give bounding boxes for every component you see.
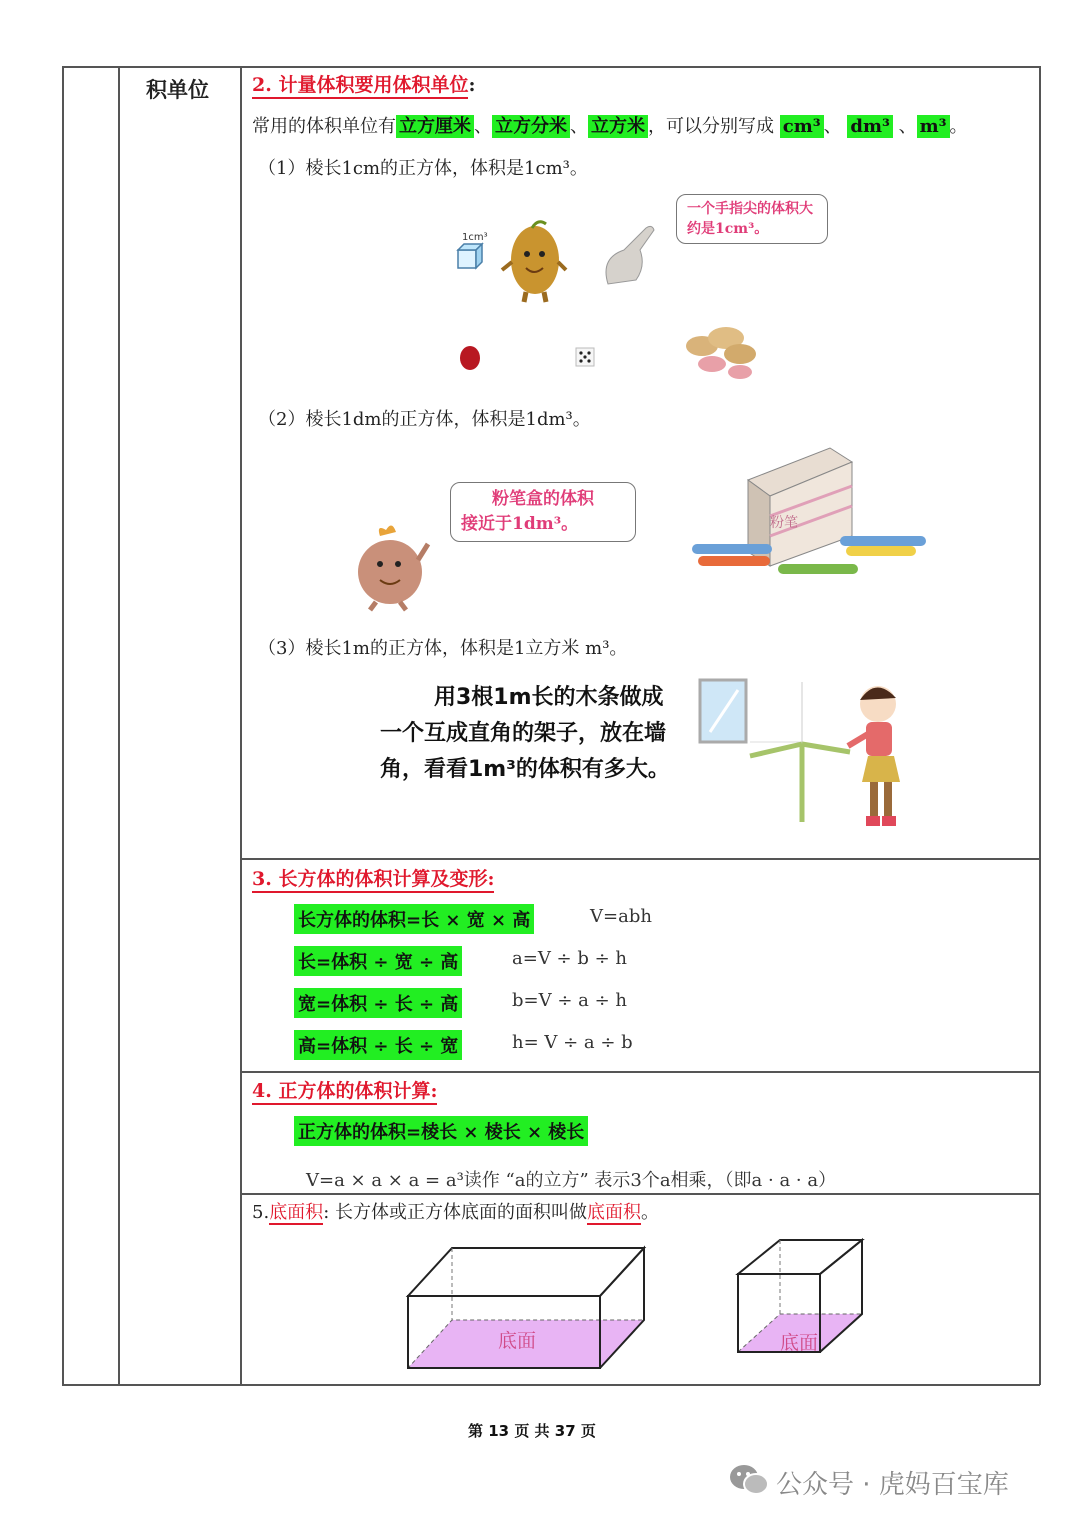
cuboid-diagram (400, 1240, 660, 1380)
cube-label: 1cm³ (462, 232, 488, 243)
chalk-bubble (450, 482, 636, 542)
wood-frame-icon (750, 744, 850, 822)
table-border-left (62, 66, 64, 1385)
section-5-text: : 长方体或正方体底面的面积叫做 (323, 1202, 587, 1223)
section-5-num: 5. (252, 1202, 270, 1223)
fingertip-icon (606, 226, 654, 284)
section-3-title (252, 864, 494, 891)
item-2: （2）棱长1dm的正方体，体积是1dm³。 (258, 409, 591, 430)
item-1: （1）棱长1cm的正方体，体积是1cm³。 (258, 158, 588, 179)
peanuts-icon (686, 327, 756, 379)
abbr-cm3: cm³ (780, 115, 824, 138)
row-divider-2 (240, 1071, 1040, 1073)
small-cube-icon (458, 244, 482, 268)
round-mascot-icon (358, 525, 428, 610)
table-border-top (62, 66, 1040, 68)
section-4-title (252, 1076, 437, 1103)
cube-volume-explanation: V=a × a × a = a³读作 “a的立方” 表示3个a相乘，（即a · a · a） (306, 1170, 837, 1191)
item-3: （3）棱长1m的正方体，体积是1立方米 m³。 (258, 638, 628, 659)
abbr-dm3: dm³ (847, 115, 893, 138)
formula-cuboid-volume: 长方体的体积=长 × 宽 × 高 (294, 904, 534, 934)
section-2-title-text: 2. 计量体积要用体积单位 (252, 74, 468, 99)
abbr-m3: m³ (917, 115, 950, 138)
table-border-col2 (240, 66, 242, 1385)
formula-height: 高=体积 ÷ 长 ÷ 宽 (294, 1030, 462, 1060)
chalk-bubble-line-1: 粉笔盒的体积 (492, 489, 594, 509)
table-border-bottom (62, 1384, 1040, 1386)
formula-length-expr: a=V ÷ b ÷ h (512, 948, 627, 969)
unit-cubic-cm: 立方厘米 (396, 115, 474, 138)
unit-cubic-m: 立方米 (588, 115, 648, 138)
row-divider-1 (240, 858, 1040, 860)
row-label: 积单位 (146, 78, 209, 102)
sep-2: 、 (570, 116, 588, 137)
section-5-term-2: 底面积 (586, 1202, 641, 1223)
fingertip-bubble: 一个手指尖的体积大约是1cm³。 (676, 194, 828, 244)
unit-sentence-prefix: 常用的体积单位有 (252, 116, 396, 137)
formula-width-expr: b=V ÷ a ÷ h (512, 990, 627, 1011)
formula-cube-volume: 正方体的体积=棱长 × 棱长 × 棱长 (294, 1116, 588, 1146)
sep-4: 、 (898, 116, 917, 137)
dice-icon (576, 348, 594, 366)
illustration-dm3 (340, 440, 940, 620)
cube-base-label: 底面 (780, 1332, 819, 1354)
formula-width: 宽=体积 ÷ 长 ÷ 高 (294, 988, 462, 1018)
m3-activity-text: 用3根1m长的木条做成一个互成直角的架子，放在墙角，看看1m³的体积有多大。 (380, 685, 670, 782)
row-divider-3 (240, 1193, 1040, 1195)
sep-1: 、 (474, 116, 492, 137)
cuboid-base-label: 底面 (498, 1330, 537, 1352)
page-number: 第 13 页 共 37 页 (468, 1422, 596, 1440)
sentence-end: 。 (949, 116, 968, 137)
formula-length: 长=体积 ÷ 宽 ÷ 高 (294, 946, 462, 976)
chalk-box-label: 粉笔 (770, 515, 798, 531)
unit-cubic-dm: 立方分米 (492, 115, 570, 138)
window-icon (700, 680, 746, 742)
formula-height-expr: h= V ÷ a ÷ b (512, 1032, 633, 1053)
section-4-title-text: 4. 正方体的体积计算: (252, 1080, 437, 1105)
sep-3: 、 (823, 116, 842, 137)
section-5-term: 底面积 (269, 1202, 324, 1223)
chalk-bubble-line-2: 接近于1dm³。 (461, 514, 579, 534)
table-border-right (1039, 66, 1041, 1385)
illustration-m3 (690, 672, 930, 842)
potato-mascot-icon (502, 222, 566, 302)
section-5-end: 。 (640, 1202, 659, 1223)
section-3-title-text: 3. 长方体的体积计算及变形: (252, 868, 494, 893)
section-5-line (252, 1198, 659, 1224)
formula-cuboid-volume-expr: V=abh (590, 906, 652, 927)
section-2-title (252, 70, 475, 97)
unit-sentence-mid: ，可以分别写成 (648, 116, 774, 137)
wechat-icon (728, 1462, 770, 1498)
red-bean-icon (460, 346, 480, 370)
unit-sentence (252, 112, 968, 138)
watermark-text: 公众号 · 虎妈百宝库 (776, 1470, 1009, 1500)
table-border-col1 (118, 66, 120, 1385)
girl-icon (848, 686, 900, 826)
section-2-title-colon: : (468, 74, 476, 96)
